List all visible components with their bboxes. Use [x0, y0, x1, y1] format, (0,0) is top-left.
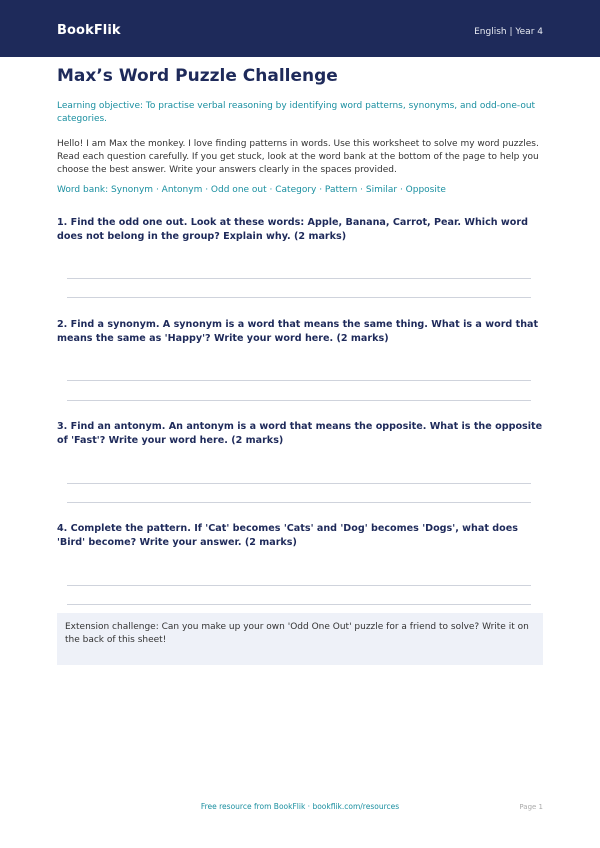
- brand-logo: BookFlik: [57, 23, 121, 38]
- answer-line-2a[interactable]: [67, 380, 531, 381]
- answer-line-4b[interactable]: [67, 604, 531, 605]
- intro-paragraph: Hello! I am Max the monkey. I love finding patterns in words. Use this worksheet to solve my word puzzles. Read each question carefully. If you get stuck, look at the word bank at the bottom of the page to help you choose the best answer. Write your answers clearly in the spaces provided.: [57, 139, 539, 175]
- answer-line-3a[interactable]: [67, 483, 531, 484]
- answer-line-3b[interactable]: [67, 502, 531, 503]
- extension-challenge: [57, 613, 543, 665]
- question-2: 2. Find a synonym. A synonym is a word that means the same thing. What is a word that means the same as 'Happy'? Write your word here. (2 marks): [57, 319, 539, 344]
- answer-line-2b[interactable]: [67, 400, 531, 401]
- answer-line-1b[interactable]: [67, 297, 531, 298]
- answer-line-1a[interactable]: [67, 278, 531, 279]
- footer-link[interactable]: Free resource from BookFlik · bookflik.com/resources: [200, 802, 400, 811]
- page-title: Max’s Word Puzzle Challenge: [57, 66, 338, 86]
- question-1: 1. Find the odd one out. Look at these words: Apple, Banana, Carrot, Pear. Which word does not belong in the group? Explain why. (2 marks): [57, 217, 528, 242]
- learning-objective: Learning objective: To practise verbal reasoning by identifying word patterns, synonyms, and odd-one-out categories.: [57, 101, 536, 124]
- word-bank: Word bank: Synonym · Antonym · Odd one out · Category · Pattern · Similar · Opposite: [57, 185, 446, 195]
- page-number: Page 1: [519, 803, 543, 811]
- answer-line-4a[interactable]: [67, 585, 531, 586]
- extension-text: Extension challenge: Can you make up your own 'Odd One Out' puzzle for a friend to solve? Write it on the back of this sheet!: [65, 622, 529, 645]
- page-header: [0, 0, 600, 57]
- question-3: 3. Find an antonym. An antonym is a word that means the opposite. What is the opposite of 'Fast'? Write your word here. (2 marks): [57, 421, 543, 446]
- question-4: 4. Complete the pattern. If 'Cat' becomes 'Cats' and 'Dog' becomes 'Dogs', what does 'Bird' become? Write your answer. (2 marks): [57, 523, 518, 548]
- subject-year-label: English | Year 4: [474, 27, 543, 37]
